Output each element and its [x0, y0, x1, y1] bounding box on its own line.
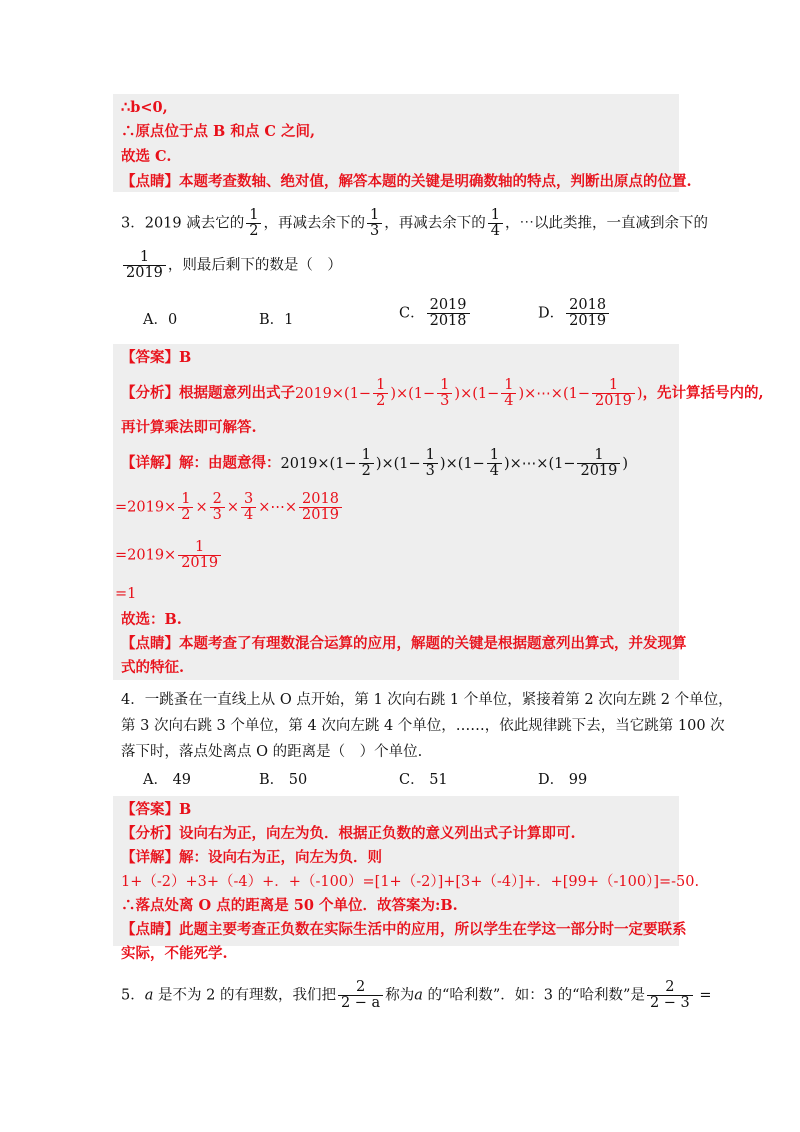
q4-option-a: A． 49: [143, 772, 192, 788]
q4-stem-line-3: 落下时，落点处离点 O 的距离是（ ）个单位.: [121, 744, 423, 760]
fraction-2-over-2-minus-a: $\frac{2}{2 - a}$: [338, 980, 383, 1011]
q3-option-a: A．0: [143, 312, 178, 328]
q4-stem-line-2: 第 3 次向右跳 3 个单位，第 4 次向左跳 4 个单位，……，依此规律跳下去，当它跳第 100 次: [121, 718, 725, 734]
q3-detail-step-4: =1: [115, 586, 137, 602]
q3-option-c: C． $\frac{2019}{2018}$: [399, 298, 472, 329]
q5-stem-line-1: 5．a 是不为 2 的有理数，我们把 $\frac{2}{2 - a}$ 称为a 的“哈利数”．如：3 的“哈利数”是 $\frac{2}{2 - 3}$ =: [121, 979, 712, 1011]
q4-note-line-2: 实际，不能死学.: [121, 945, 228, 962]
q4-conclusion: ∴落点处离 O 点的距离是 50 个单位．故答案为:B.: [121, 897, 458, 914]
q4-option-b: B． 50: [259, 772, 308, 788]
fraction-third: $\frac{1}{3}$: [367, 208, 382, 239]
prev-line-1: ∴b<0,: [121, 99, 168, 116]
q3-stem-line-1: 3．2019 减去它的 $\frac{1}{2}$ ，再减去余下的 $\frac{1}{3}$ ，再减去余下的 $\frac{1}{4}$ ，⋯以此类推，一直减到余下的: [121, 207, 708, 239]
q3-choose: 故选：B.: [121, 611, 182, 628]
q4-note-line-1: 【点睛】此题主要考查正负数在实际生活中的应用，所以学生在学这一部分时一定要联系: [121, 921, 687, 938]
prev-line-2: ∴原点位于点 B 和点 C 之间,: [121, 123, 316, 140]
q3-analysis-line-2: 再计算乘法即可解答.: [121, 419, 257, 436]
prev-note: 【点睛】本题考查数轴、绝对值，解答本题的关键是明确数轴的特点，判断出原点的位置.: [121, 173, 692, 190]
q3-answer: 【答案】B: [121, 349, 192, 366]
q4-option-c: C． 51: [399, 772, 448, 788]
q4-calculation: 1+（-2）+3+（-4）+．+（-100）=[1+（-2）]+[3+（-4）]+．+[99+（-100）]=-50.: [121, 874, 700, 890]
fraction-half: $\frac{1}{2}$: [246, 208, 261, 239]
q3-analysis-line-1: 【分析】根据题意列出式子2019×(1− $\frac{1}{2}$ )×(1− $\frac{1}{3}$ )×(1− $\frac{1}{4}$ )×⋯×(1− $\frac{1}{2019}$ )，先计算括号内的,: [121, 377, 764, 409]
q3-detail-line-1: 【详解】解：由题意得：2019×(1− $\frac{1}{2}$ )×(1− $\frac{1}{3}$ )×(1− $\frac{1}{4}$ )×⋯×(1− $\frac{1}{2019}$ ): [121, 447, 629, 479]
q3-note-line-2: 式的特征.: [121, 659, 185, 676]
q3-option-b: B．1: [259, 312, 294, 328]
q3-option-d: D． $\frac{2018}{2019}$: [538, 298, 611, 329]
fraction-quarter: $\frac{1}{4}$: [488, 208, 503, 239]
fraction-1-over-2019: $\frac{1}{2019}$: [123, 250, 166, 281]
q3-note-line-1: 【点睛】本题考查了有理数混合运算的应用，解题的关键是根据题意列出算式，并发现算: [121, 635, 687, 652]
prev-line-3: 故选 C.: [121, 148, 172, 165]
q3-detail-step-2: =2019× $\frac{1}{2}$ × $\frac{2}{3}$ × $\frac{3}{4}$ ×⋯× $\frac{2018}{2019}$: [115, 492, 344, 523]
q4-stem-line-1: 4．一跳蚤在一直线上从 O 点开始，第 1 次向右跳 1 个单位，紧接着第 2 次向左跳 2 个单位，: [121, 692, 733, 708]
q4-answer: 【答案】B: [121, 801, 192, 818]
q4-analysis: 【分析】设向右为正，向左为负．根据正负数的意义列出式子计算即可.: [121, 825, 576, 842]
fraction-2-over-2-minus-3: $\frac{2}{2 - 3}$: [647, 980, 693, 1011]
q4-detail: 【详解】解：设向右为正，向左为负．则: [121, 849, 382, 866]
q4-option-d: D． 99: [538, 772, 588, 788]
q3-stem-line-2: $\frac{1}{2019}$ ，则最后剩下的数是（ ）: [121, 250, 342, 281]
q3-detail-step-3: =2019× $\frac{1}{2019}$: [115, 540, 223, 571]
